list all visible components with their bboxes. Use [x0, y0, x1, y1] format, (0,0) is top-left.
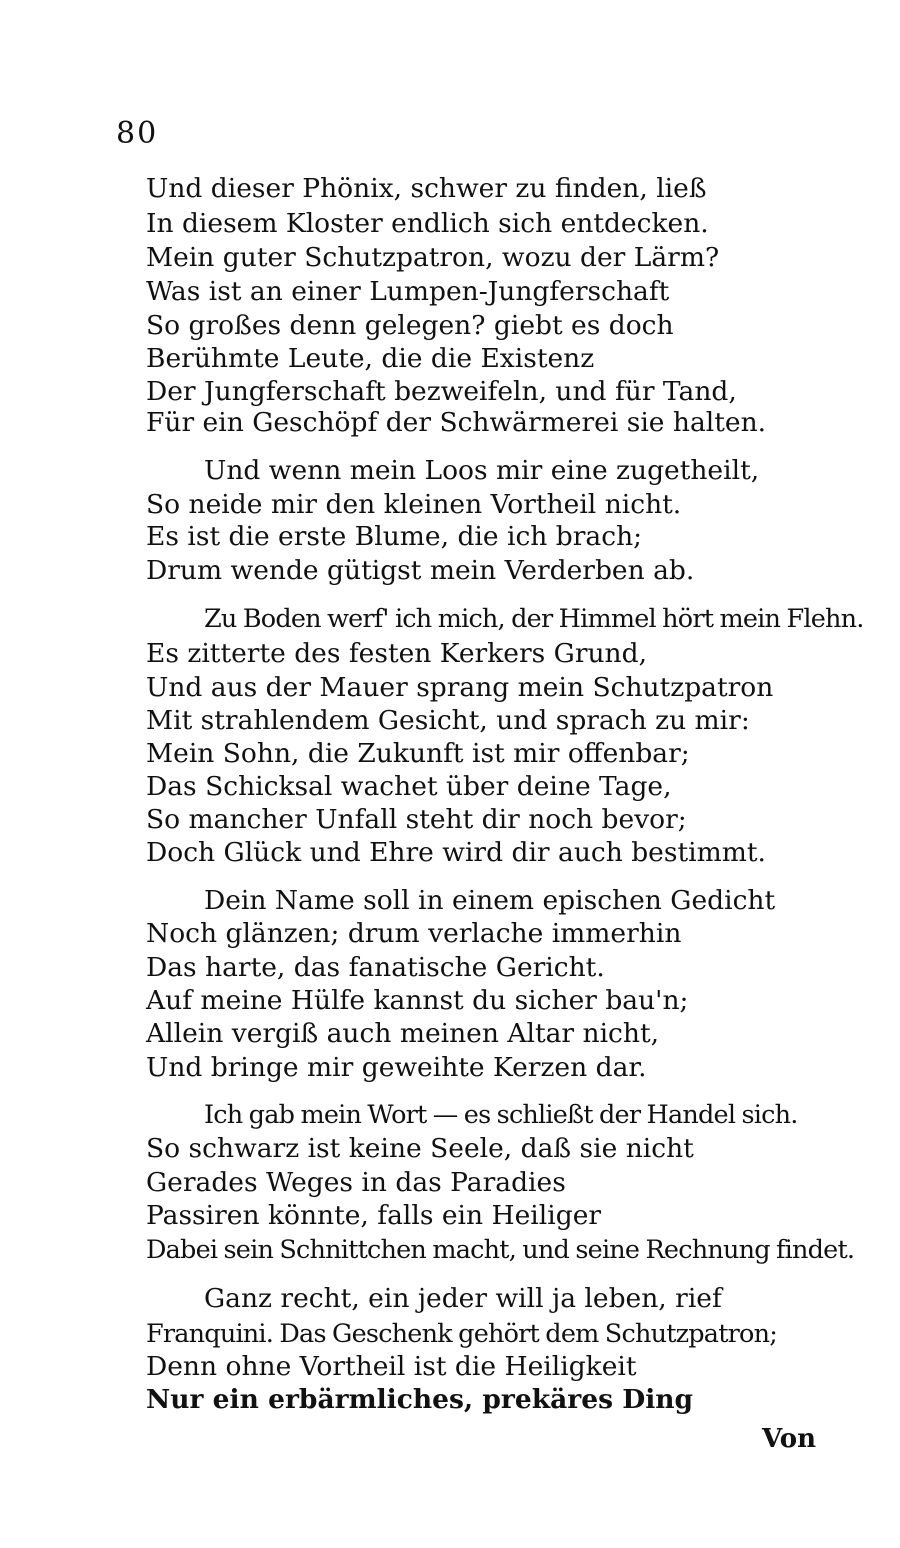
poem-line: Es ist die erste Blume, die ich brach; — [146, 521, 643, 552]
poem-line: Doch Glück und Ehre wird dir auch bestimmt. — [146, 837, 766, 868]
poem-line: Dein Name soll in einem epischen Gedicht — [204, 885, 776, 916]
poem-line: Mein Sohn, die Zukunft ist mir offenbar; — [146, 738, 690, 769]
poem-line: Passiren könnte, falls ein Heiliger — [146, 1200, 602, 1231]
poem-line: Für ein Geschöpf der Schwärmerei sie halten. — [146, 407, 767, 438]
poem-line: Denn ohne Vortheil ist die Heiligkeit — [146, 1351, 637, 1382]
poem-line: Franquini. Das Geschenk gehört dem Schutzpatron; — [146, 1319, 778, 1349]
poem-line: Ich gab mein Wort — es schließt der Handel sich. — [204, 1100, 798, 1130]
poem-line: So großes denn gelegen? giebt es doch — [146, 310, 674, 341]
poem-line: So mancher Unfall steht dir noch bevor; — [146, 804, 687, 835]
poem-line: In diesem Kloster endlich sich entdecken. — [146, 208, 709, 239]
poem-line: Berühmte Leute, die die Existenz — [146, 343, 595, 374]
poem-line: Ganz recht, ein jeder will ja leben, rief — [204, 1283, 722, 1314]
poem-line: Dabei sein Schnittchen macht, und seine Rechnung findet. — [146, 1235, 855, 1265]
poem-line: Das Schicksal wachet über deine Tage, — [146, 771, 672, 802]
poem-line: Mein guter Schutzpatron, wozu der Lärm? — [146, 242, 720, 273]
poem-line: Allein vergiß auch meinen Altar nicht, — [146, 1018, 660, 1049]
poem-line: So neide mir den kleinen Vortheil nicht. — [146, 489, 682, 520]
poem-line: Nur ein erbärmliches, prekäres Ding — [146, 1384, 694, 1415]
poem-line: So schwarz ist keine Seele, daß sie nicht — [146, 1133, 694, 1164]
poem-line: Das harte, das fanatische Gericht. — [146, 952, 605, 983]
poem-line: Und dieser Phönix, schwer zu finden, ließ — [146, 173, 707, 204]
poem-line: Es zitterte des festen Kerkers Grund, — [146, 638, 648, 669]
poem-line: Was ist an einer Lumpen-Jungferschaft — [146, 276, 670, 307]
poem-line: Mit strahlendem Gesicht, und sprach zu mir: — [146, 705, 750, 736]
poem-line: Und aus der Mauer sprang mein Schutzpatron — [146, 672, 774, 703]
poem-line: Drum wende gütigst mein Verderben ab. — [146, 555, 695, 586]
poem-line: Auf meine Hülfe kannst du sicher bau'n; — [146, 985, 689, 1016]
poem-line: Und bringe mir geweihte Kerzen dar. — [146, 1052, 647, 1083]
page-number: 80 — [116, 116, 159, 151]
poem-line: Der Jungferschaft bezweifeln, und für Tand, — [146, 376, 737, 407]
poem-line: Noch glänzen; drum verlache immerhin — [146, 918, 682, 949]
poem-line: Und wenn mein Loos mir eine zugetheilt, — [204, 455, 760, 486]
catchword: Von — [762, 1424, 817, 1454]
poem-line: Zu Boden werf' ich mich, der Himmel hört mein Flehn. — [204, 604, 864, 634]
poem-line: Gerades Weges in das Paradies — [146, 1167, 566, 1198]
